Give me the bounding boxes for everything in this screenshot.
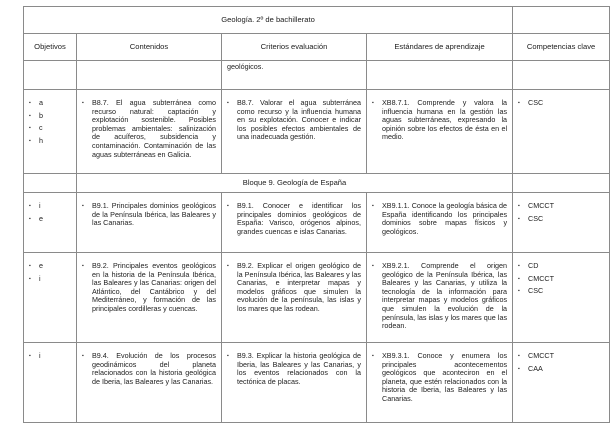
objetivos-cell [24,193,77,253]
criterio-cell [222,253,367,343]
criterio-cell [222,193,367,253]
curriculum-table [23,6,610,423]
criterio-text: ▪ B8.7. Valorar el agua subterránea como recurso y la influencia humana en su explotación. Conocer e indicar los posibles efectos ambientales de una inadecuada gestión. [227,99,361,142]
contenido-cell [77,193,222,253]
estandar-text: ▪ XB9.3.1. Conoce y enumera los principales acontecementos geológicos que aconteciron en el planeta, que estén relacionados con la historia de Iberia, las Baleares y las Canarias. [372,352,507,404]
objetivo-item: ▪ h [29,137,71,146]
competencia-item: ▪ CMCCT [518,275,604,284]
header-estandares: Estándares de aprendizaje [367,34,513,61]
title-blank-cell [513,7,610,34]
criterio-cell: geológicos. [222,61,367,90]
competencia-item: ▪ CSC [518,215,604,224]
objetivos-cell [24,90,77,174]
objetivos-cell [24,61,77,90]
competencia-item: ▪ CMCCT [518,202,604,211]
estandar-text: ▪ XB9.2.1. Comprende el origen geológico de la Península Ibérica, las Baleares y las Canarias, y utiliza la tecnología de la información para interpretar mapas y modelos gráficos que simulen la evolución de la península, las islas y los mares que las rodean. [372,262,507,331]
contenido-text: ▪ B8.7. El agua subterránea como recurso natural: captación y explotación sostenible. Posibles problemas ambientales: salinización de acuíferos, subsidencia y contaminación. Contaminación de las aguas subterráneas en Galicia. [82,99,216,159]
estandar-cell [367,90,513,174]
estandar-text: ▪ XB9.1.1. Conoce la geología básica de España identificando los principales dominios sobre mapas físicos y geológicos. [372,202,507,236]
criterio-text: ▪ B9.2. Explicar el origen geológico de la Península Ibérica, las Baleares y las Canarias, e interpretar mapas y modelos gráficos que simulen la evolución de la península, las islas y los mares que las rodean. [227,262,361,314]
contenido-cell [77,61,222,90]
objetivo-item: ▪ i [29,352,71,361]
estandar-cell [367,193,513,253]
estandar-cell [367,61,513,90]
block-blank-cell [24,174,77,193]
competencias-cell [513,253,610,343]
objetivo-item: ▪ i [29,275,71,284]
objetivo-item: ▪ a [29,99,71,108]
block-blank-cell [513,174,610,193]
competencia-item: ▪ CSC [518,99,604,108]
block-title-row [24,174,610,193]
objetivo-item: ▪ i [29,202,71,211]
contenido-text: ▪ B9.2. Principales eventos geológicos en la historia de la Península Ibérica, las Baleares y las Canarias: origen del Atlántico, del Cantábrico y del Mediterráneo, y formación de las principales cordilleras y cuencas. [82,262,216,314]
objetivo-item: ▪ e [29,262,71,271]
competencias-cell [513,61,610,90]
contenido-text: ▪ B9.4. Evolución de los procesos geodinámicos del planeta relacionados con la historia geológica de Iberia, las Baleares y las Canarias. [82,352,216,386]
contenido-cell [77,90,222,174]
competencia-item: ▪ CD [518,262,604,271]
header-criterios: Criterios evaluación [222,34,367,61]
table-row [24,253,610,343]
table-title: Geología. 2º de bachillerato [24,7,513,34]
objetivo-item: ▪ e [29,215,71,224]
competencias-cell [513,90,610,174]
table-title-row [24,7,610,34]
header-contenidos: Contenidos [77,34,222,61]
competencia-item: ▪ CMCCT [518,352,604,361]
table-row [24,343,610,423]
objetivo-item: ▪ b [29,112,71,121]
criterio-text: ▪ B9.3. Explicar la historia geológica de Iberia, las Baleares y las Canarias, y los eventos relacionados con la tectónica de placas. [227,352,361,386]
criterio-cell [222,90,367,174]
criterio-text: ▪ B9.1. Conocer e identificar los principales dominios geológicos de España: Varisco, orógenos alpinos, grandes cuencas e islas Canarias. [227,202,361,236]
objetivo-item: ▪ c [29,124,71,133]
estandar-cell [367,253,513,343]
header-competencias: Competencias clave [513,34,610,61]
estandar-cell [367,343,513,423]
competencia-item: ▪ CAA [518,365,604,374]
objetivos-cell [24,253,77,343]
header-objetivos: Objetivos [24,34,77,61]
table-header-row [24,34,610,61]
contenido-cell [77,343,222,423]
table-row [24,193,610,253]
objetivos-cell [24,343,77,423]
table-row [24,90,610,174]
criterio-cell [222,343,367,423]
block-title: Bloque 9. Geología de España [77,174,513,193]
competencias-cell [513,193,610,253]
contenido-text: ▪ B9.1. Principales dominios geológicos de la Península Ibérica, las Baleares y las Canarias. [82,202,216,228]
competencia-item: ▪ CSC [518,287,604,296]
competencias-cell [513,343,610,423]
estandar-text: ▪ XB8.7.1. Comprende y valora la influencia humana en la gestión las aguas subterráneas, expresando la opinión sobre los efectos de ésta en el medio. [372,99,507,142]
contenido-cell [77,253,222,343]
table-row [24,61,610,90]
